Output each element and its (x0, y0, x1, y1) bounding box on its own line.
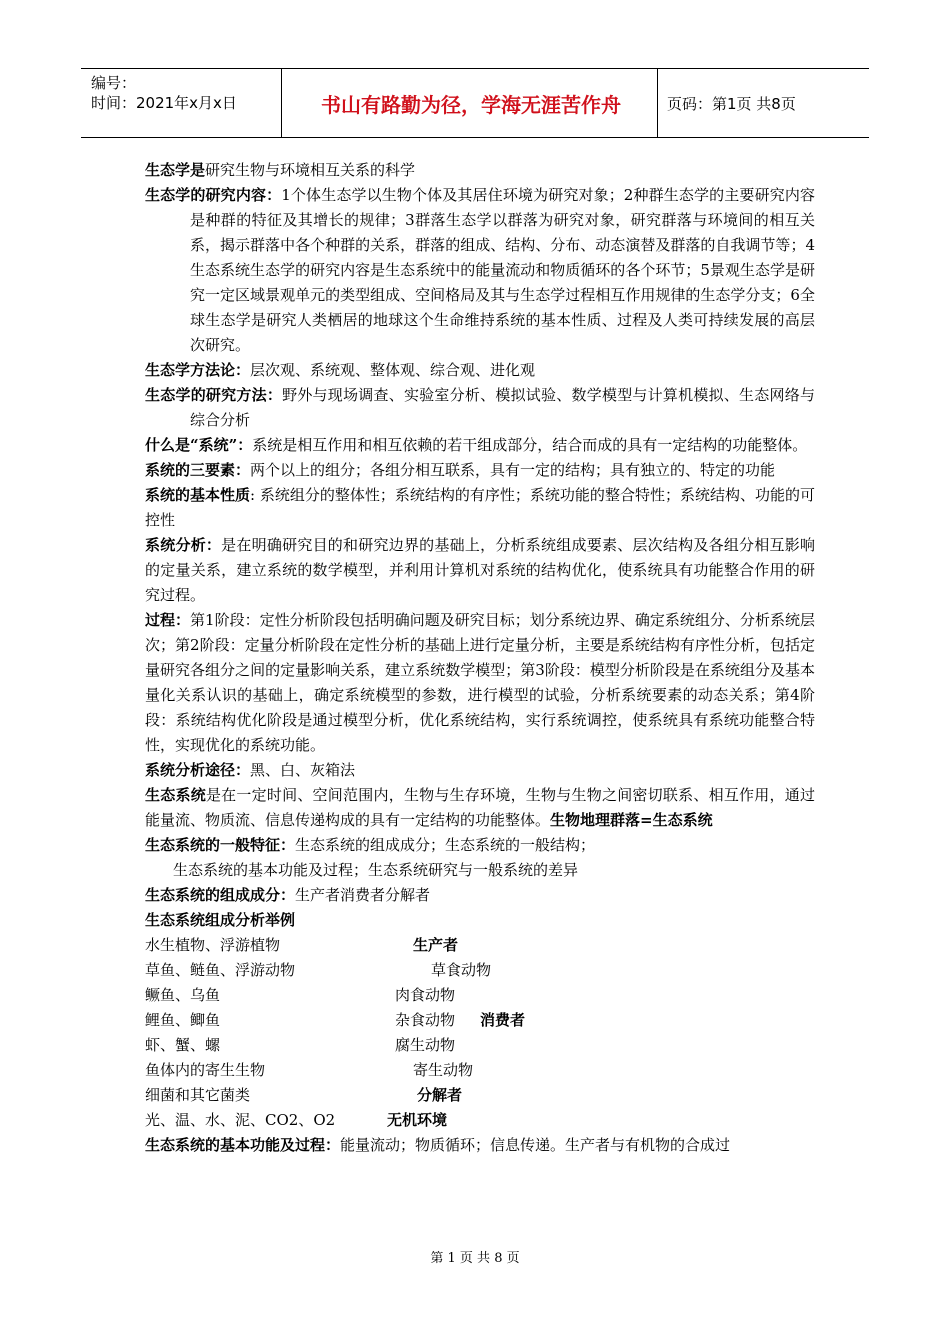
example-role: 分解者 (417, 1086, 463, 1104)
example-organism: 草鱼、鲢鱼、浮游动物 (145, 961, 296, 979)
example-table (145, 933, 815, 1133)
header-meta (91, 73, 237, 113)
definition: 是在一定时间、空间范围内，生物与生存环境，生物与生物之间密切联系、相互作用，通过能量流、物质流、信息传递构成的具有一定结构的功能整体。 (145, 786, 815, 829)
term: 生态学的研究方法： (145, 386, 283, 404)
example-organism: 光、温、水、泥、CO2、O2 (145, 1111, 336, 1129)
paragraph (145, 1133, 815, 1158)
example-organism: 虾、蟹、螺 (145, 1036, 221, 1054)
term: 系统分析途径： (145, 761, 251, 779)
example-organism: 鲤鱼、鲫鱼 (145, 1011, 221, 1029)
paragraph (145, 483, 815, 533)
definition: : 系统组分的整体性；系统结构的有序性；系统功能的整合特性；系统结构、功能的可控性 (145, 486, 815, 529)
example-type: 寄生动物 (413, 1061, 474, 1079)
example-row (145, 933, 815, 958)
example-row (145, 1058, 815, 1083)
term: 生态系统的一般特征： (145, 836, 296, 854)
definition: 黑、白、灰箱法 (250, 761, 356, 779)
document-body (145, 158, 815, 1158)
term: 生态学是 (145, 161, 206, 179)
definition: 第1阶段：定性分析阶段包括明确问题及研究目标；划分系统边界、确定系统组分、分析系统层次；第2阶段：定量分析阶段在定性分析的基础上进行定量分析，主要是系统结构有序性分析，包括定量研究各组分之间的定量影响关系，建立系统数学模型；第3阶段：模型分析阶段是在系统组分及基本量化关系认识的基础上，确定系统模型的参数，进行模型的试验，分析系统要素的动态关系；第4阶段：系统结构优化阶段是通过模型分析，优化系统结构，实行系统调控，使系统具有系统功能整合特性，实现优化的系统功能。 (145, 611, 815, 754)
example-role: 消费者 (480, 1011, 526, 1029)
definition: 两个以上的组分；各组分相互联系，具有一定的结构；具有独立的、特定的功能 (250, 461, 776, 479)
term: 生态系统的组成成分： (145, 886, 296, 904)
example-row (145, 1083, 815, 1108)
term: 什么是“系统”： (145, 436, 253, 454)
page-header (81, 68, 869, 138)
document-time: 时间：2021年x月x日 (91, 94, 237, 112)
paragraph (145, 783, 815, 833)
example-role: 生产者 (413, 936, 459, 954)
example-row (145, 958, 815, 983)
paragraph (145, 883, 815, 908)
paragraph (145, 433, 815, 458)
example-row (145, 983, 815, 1008)
document-number: 编号： (91, 74, 137, 92)
paragraph (145, 158, 815, 183)
definition: 研究生物与环境相互关系的科学 (205, 161, 416, 179)
example-row (145, 1108, 815, 1133)
paragraph: 生态系统的基本功能及过程；生态系统研究与一般系统的差异 (173, 861, 579, 879)
term: 生态学的研究内容： (145, 186, 282, 204)
paragraph (145, 533, 815, 608)
definition: 野外与现场调查、实验室分析、模拟试验、数学模型与计算机模拟、生态网络与综合分析 (190, 386, 815, 429)
term: 系统的三要素： (145, 461, 251, 479)
example-row (145, 1008, 815, 1033)
term: 生态系统的基本功能及过程： (145, 1136, 341, 1154)
header-motto: 书山有路勤为径，学海无涯苦作舟 (321, 92, 621, 117)
definition: 能量流动；物质循环；信息传递。生产者与有机物的合成过 (340, 1136, 731, 1154)
paragraph (145, 758, 815, 783)
definition: 生态系统的组成成分；生态系统的一般结构； (295, 836, 596, 854)
definition: 1个体生态学以生物个体及其居住环境为研究对象；2种群生态学的主要研究内容是种群的特征及其增长的规律；3群落生态学以群落为研究对象，研究群落与环境间的相互关系，揭示群落中各个种群的关系，群落的组成、结构、分布、动态演替及群落的自我调节等；4生态系统生态学的研究内容是生态系统中的能量流动和物质循环的各个环节；5景观生态学是研究一定区域景观单元的类型组成、空间格局及其与生态学过程相互作用规律的生态学分支；6全球生态学是研究人类栖居的地球这个生命维持系统的基本性质、过程及人类可持续发展的高层次研究。 (190, 186, 815, 354)
example-organism: 鳜鱼、乌鱼 (145, 986, 221, 1004)
example-role: 无机环境 (387, 1111, 448, 1129)
example-row (145, 1033, 815, 1058)
example-type: 肉食动物 (395, 986, 456, 1004)
definition: 生产者消费者分解者 (295, 886, 431, 904)
term: 系统分析： (145, 536, 222, 554)
example-organism: 细菌和其它菌类 (145, 1086, 251, 1104)
example-type: 草食动物 (431, 961, 492, 979)
paragraph (145, 383, 815, 433)
section-heading (145, 908, 815, 933)
term: 生物地理群落=生态系统 (550, 811, 713, 829)
header-page-info: 页码：第1页 共8页 (667, 94, 796, 113)
definition: 系统是相互作用和相互依赖的若干组成部分，结合而成的具有一定结构的功能整体。 (252, 436, 808, 454)
paragraph (145, 183, 815, 358)
definition: 是在明确研究目的和研究边界的基础上，分析系统组成要素、层次结构及各组分相互影响的定量关系，建立系统的数学模型，并利用计算机对系统的结构优化，使系统具有功能整合作用的研究过程。 (145, 536, 815, 604)
definition: 层次观、系统观、整体观、综合观、进化观 (250, 361, 536, 379)
term: 生态系统组成分析举例 (145, 911, 296, 929)
term: 生态学方法论： (145, 361, 251, 379)
example-organism: 水生植物、浮游植物 (145, 936, 281, 954)
paragraph (145, 358, 815, 383)
paragraph (145, 608, 815, 758)
example-type: 腐生动物 (395, 1036, 456, 1054)
paragraph (145, 833, 815, 858)
page-footer: 第 1 页 共 8 页 (430, 1251, 520, 1266)
example-organism: 鱼体内的寄生生物 (145, 1061, 266, 1079)
example-type: 杂食动物 (395, 1011, 456, 1029)
term: 过程： (145, 611, 191, 629)
term: 系统的基本性质 (145, 486, 251, 504)
term: 生态系统 (145, 786, 206, 804)
paragraph (145, 458, 815, 483)
